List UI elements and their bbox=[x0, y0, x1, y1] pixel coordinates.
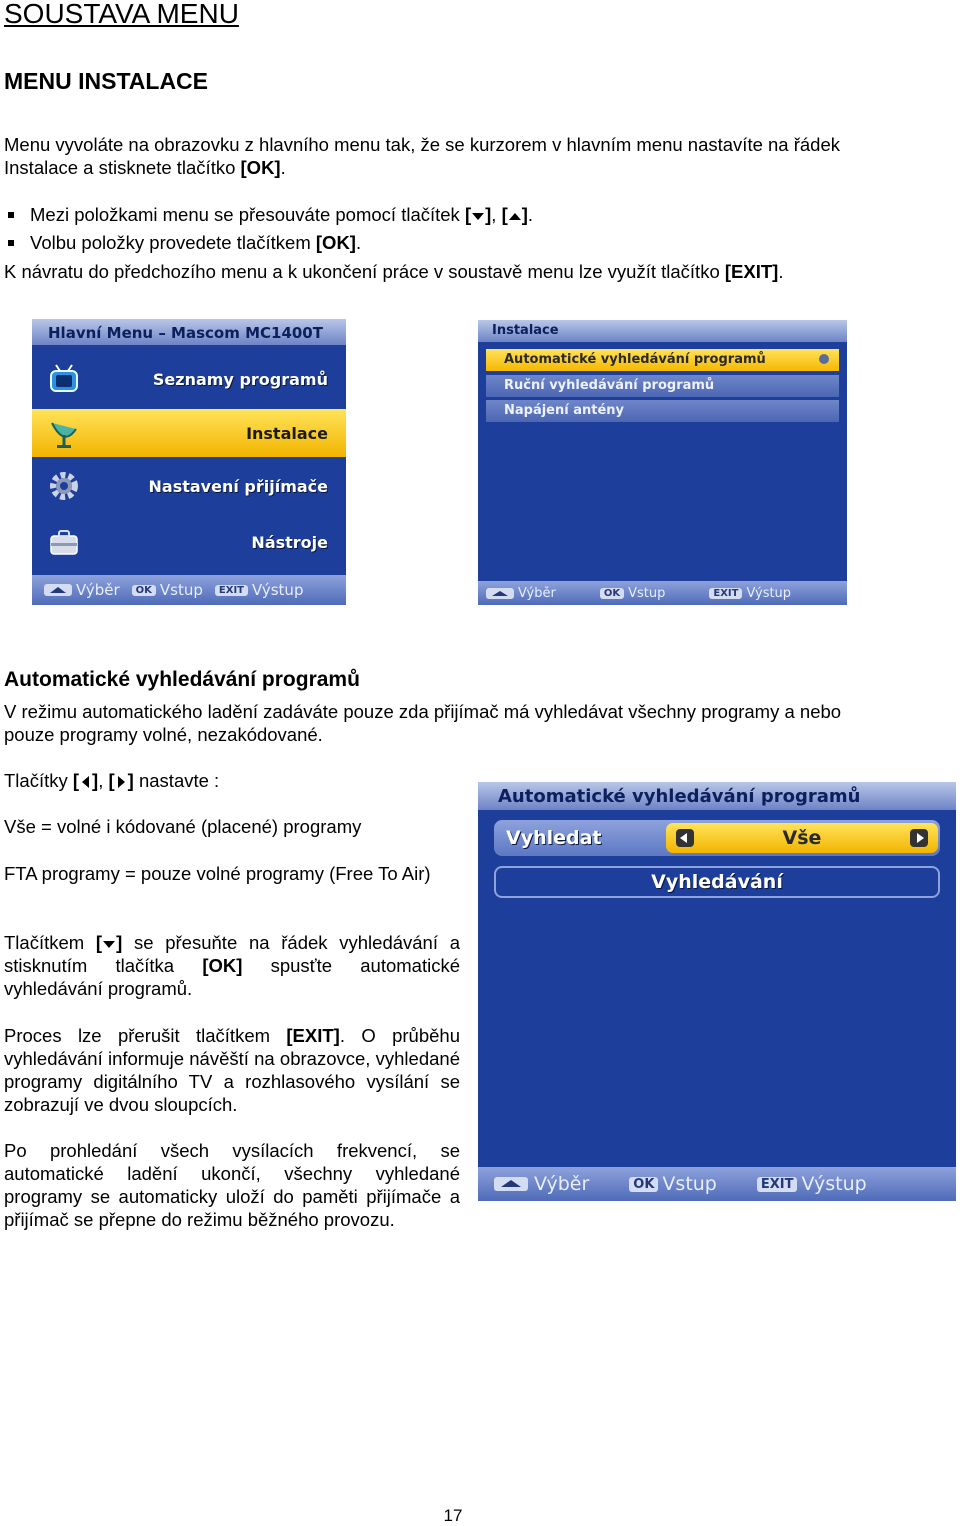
bullet-icon bbox=[8, 212, 14, 218]
footer-enter-label: Vstup bbox=[628, 585, 666, 601]
install-item-selected[interactable] bbox=[486, 349, 839, 371]
bracket: [ bbox=[95, 932, 103, 953]
bullet-icon bbox=[8, 240, 14, 246]
option-all: Vše = volné i kódované (placené) programy bbox=[4, 816, 362, 837]
install-item-label: Napájení antény bbox=[504, 403, 625, 418]
bracket: ] bbox=[116, 932, 123, 953]
footer-enter-label: Vstup bbox=[662, 1173, 717, 1195]
start-search-button[interactable]: Vyhledávání bbox=[494, 866, 940, 898]
menu-item-label: Seznamy programů bbox=[152, 369, 328, 389]
arrow-keys-icon bbox=[494, 1177, 528, 1191]
auto-search-footer bbox=[478, 1167, 956, 1201]
bullet-1 bbox=[4, 203, 944, 226]
search-mode-value: Vše bbox=[782, 827, 822, 849]
footer-select-label: Výběr bbox=[76, 581, 120, 599]
arrow-down-icon bbox=[472, 213, 484, 220]
section-title: MENU INSTALACE bbox=[4, 68, 209, 94]
bracket: [ bbox=[464, 204, 472, 225]
bracket: [ bbox=[108, 770, 115, 791]
exit-key-badge: EXIT bbox=[709, 588, 742, 599]
intro-text: Instalace a stisknete tlačítko bbox=[4, 157, 241, 178]
intro-line-1: Menu vyvoláte na obrazovku z hlavního menu tak, že se kurzorem v hlavním menu nastavíte na řádek bbox=[4, 134, 841, 155]
stop-paragraph bbox=[4, 1024, 460, 1116]
bullet-1-end: . bbox=[527, 204, 534, 225]
footer-exit-label: Výstup bbox=[801, 1173, 867, 1195]
page-number: 17 bbox=[443, 1506, 463, 1525]
install-menu-screen bbox=[478, 320, 847, 605]
arrow-right-icon bbox=[118, 776, 125, 788]
bullet-2 bbox=[4, 231, 944, 254]
auto-para-line-1: V režimu automatického ladění zadáváte pouze zda přijímač má vyhledávat všechny programy a nebo bbox=[4, 701, 842, 722]
intro-line-2 bbox=[4, 156, 944, 179]
auto-search-title: Automatické vyhledávání programů bbox=[478, 782, 956, 810]
ok-key-badge: OK bbox=[629, 1177, 658, 1192]
ok-key-ref: [OK] bbox=[202, 955, 243, 976]
search-mode-row[interactable] bbox=[494, 820, 940, 856]
menu-item-label: Instalace bbox=[246, 423, 328, 443]
move-paragraph bbox=[4, 931, 460, 1000]
intro-paragraph bbox=[4, 133, 944, 179]
bullet-2-text: Volbu položky provedete tlačítkem bbox=[30, 232, 316, 253]
install-item[interactable] bbox=[486, 400, 839, 422]
bracket: [ bbox=[501, 204, 508, 225]
arrow-keys-icon bbox=[486, 588, 514, 599]
bullet-2-end: . bbox=[355, 232, 362, 253]
auto-para-line-2: pouze programy volné, nezakódované. bbox=[4, 724, 323, 745]
menu-item-label: Nastavení přijímače bbox=[148, 476, 328, 496]
keys-end: nastavte : bbox=[133, 770, 220, 791]
auto-search-screen bbox=[478, 782, 956, 1201]
exit-key-badge: EXIT bbox=[215, 585, 248, 596]
footer-select-label: Výběr bbox=[534, 1173, 590, 1195]
search-mode-label: Vyhledat bbox=[506, 827, 602, 849]
install-item-label: Ruční vyhledávání programů bbox=[504, 378, 715, 393]
keys-lead: Tlačítky bbox=[4, 770, 73, 791]
footer-exit-label: Výstup bbox=[746, 585, 792, 601]
bullet-1-text: Mezi položkami menu se přesouváte pomocí tlačítek bbox=[30, 204, 465, 225]
separator: , bbox=[98, 770, 109, 791]
ok-indicator-icon bbox=[819, 354, 829, 364]
bracket: ] bbox=[127, 770, 134, 791]
option-fta: FTA programy = pouze volné programy (Free To Air) bbox=[4, 863, 431, 884]
footer-select-label: Výběr bbox=[518, 585, 556, 601]
install-item[interactable] bbox=[486, 375, 839, 397]
return-text: K návratu do předchozího menu a k ukončení práce v soustavě menu lze využít tlačítko bbox=[4, 261, 725, 282]
arrow-down-icon bbox=[103, 941, 115, 948]
page-title: SOUSTAVA MENU bbox=[4, 0, 239, 29]
bracket: ] bbox=[485, 204, 492, 225]
move-text: se přesuňte na řádek vyhledávání a stisknutím tlačítka bbox=[4, 932, 460, 976]
arrow-right-icon[interactable] bbox=[910, 829, 928, 847]
return-paragraph bbox=[4, 260, 944, 283]
arrow-up-icon bbox=[509, 213, 521, 220]
install-item-label: Automatické vyhledávání programů bbox=[504, 352, 766, 367]
satellite-dish-icon bbox=[48, 417, 80, 449]
bracket: ] bbox=[521, 204, 528, 225]
move-text: spusťte automatické vyhledávání programů. bbox=[4, 955, 461, 999]
main-menu-footer bbox=[32, 575, 346, 605]
main-menu-item[interactable] bbox=[32, 459, 346, 513]
menu-item-label: Nástroje bbox=[251, 532, 328, 552]
bracket: ] bbox=[92, 770, 99, 791]
tv-icon bbox=[48, 363, 80, 395]
auto-search-heading: Automatické vyhledávání programů bbox=[4, 668, 360, 691]
arrow-keys-icon bbox=[44, 584, 72, 596]
final-paragraph: Po prohledání všech vysílacích frekvencí, se automatické ladění ukončí, všechny vyhledané programy se automaticky uloží do paměti přijímače a přijímač se přepne do režimu běžného provozu. bbox=[4, 1140, 460, 1230]
ok-key-ref: [OK] bbox=[315, 232, 356, 253]
main-menu-item[interactable] bbox=[32, 515, 346, 569]
gear-icon bbox=[48, 470, 80, 502]
exit-key-badge: EXIT bbox=[757, 1177, 798, 1192]
intro-end: . bbox=[280, 157, 286, 178]
arrow-left-icon bbox=[82, 776, 89, 788]
main-menu-title: Hlavní Menu – Mascom MC1400T bbox=[32, 319, 346, 345]
move-text: Tlačítkem bbox=[4, 932, 96, 953]
return-end: . bbox=[778, 261, 784, 282]
stop-text: Proces lze přerušit tlačítkem bbox=[4, 1025, 287, 1046]
exit-key-ref: [EXIT] bbox=[286, 1025, 340, 1046]
main-menu-screen bbox=[32, 319, 346, 605]
exit-key-ref: [EXIT] bbox=[724, 261, 779, 282]
bracket: [ bbox=[72, 770, 80, 791]
stop-text: . O průběhu vyhledávání informuje návěští na obrazovce, vyhledané programy digitálního TV a rozhlasového vysílání se zobrazují ve dvou sloupcích. bbox=[4, 1025, 460, 1115]
search-mode-selector[interactable] bbox=[666, 823, 938, 853]
ok-key-badge: OK bbox=[600, 588, 624, 599]
footer-exit-label: Výstup bbox=[252, 581, 304, 599]
install-menu-footer bbox=[478, 581, 847, 605]
auto-search-paragraph bbox=[4, 700, 944, 746]
install-menu-title: Instalace bbox=[478, 320, 847, 342]
toolbox-icon bbox=[48, 526, 80, 558]
separator: , bbox=[491, 204, 502, 225]
footer-enter-label: Vstup bbox=[159, 581, 203, 599]
main-menu-item-selected[interactable] bbox=[32, 409, 346, 457]
ok-key-badge: OK bbox=[132, 585, 156, 596]
main-menu-item[interactable] bbox=[32, 351, 346, 407]
keys-paragraph bbox=[4, 769, 464, 792]
ok-key-ref: [OK] bbox=[240, 157, 281, 178]
